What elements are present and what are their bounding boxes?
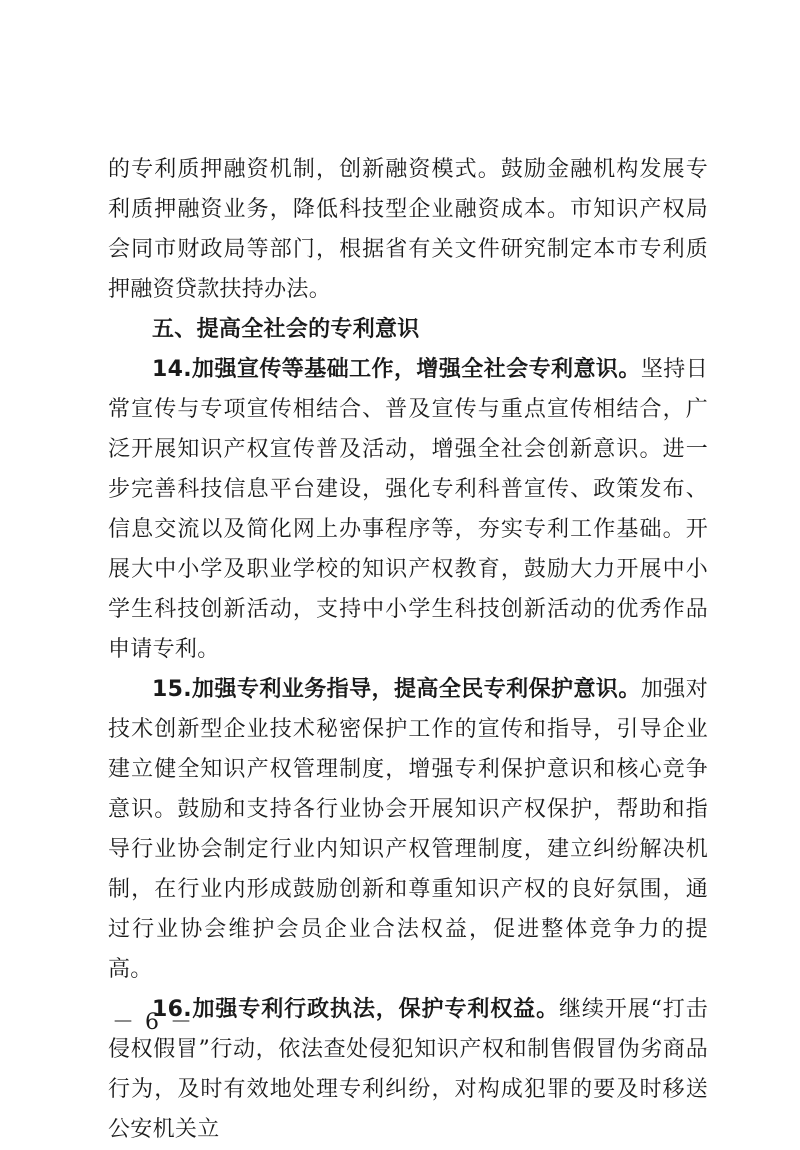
section-heading: 五、提高全社会的专利意识 bbox=[152, 317, 420, 342]
item-14-lead: 14.加强宣传等基础工作，增强全社会专利意识。 bbox=[152, 357, 641, 382]
item-16-lead: 16.加强专利行政执法，保护专利权益。 bbox=[152, 997, 559, 1022]
intro-paragraph: 的专利质押融资机制，创新融资模式。鼓励金融机构发展专利质押融资业务，降低科技型企业融资成本。市知识产权局会同市财政局等部门，根据省有关文件研究制定本市专利质押融资贷款扶持办法。 bbox=[108, 157, 708, 302]
item-15-body: 加强对技术创新型企业技术秘密保护工作的宣传和指导，引导企业建立健全知识产权管理制度，增强专利保护意识和核心竞争意识。鼓励和支持各行业协会开展知识产权保护，帮助和指导行业协会制定行业内知识产权管理制度，建立纠纷解决机制，在行业内形成鼓励创新和尊重知识产权的良好氛围，通过行业协会维护会员企业合法权益，促进整体竞争力的提高。 bbox=[108, 677, 709, 982]
paragraph-item-14 bbox=[108, 350, 708, 670]
item-15-lead: 15.加强专利业务指导，提高全民专利保护意识。 bbox=[152, 677, 641, 702]
paragraph-item-15 bbox=[108, 670, 708, 990]
paragraph-item-16 bbox=[108, 990, 708, 1150]
document-body bbox=[108, 150, 708, 1150]
item-14-body: 坚持日常宣传与专项宣传相结合、普及宣传与重点宣传相结合，广泛开展知识产权宣传普及活动，增强全社会创新意识。进一步完善科技信息平台建设，强化专利科普宣传、政策发布、信息交流以及简化网上办事程序等，夯实专利工作基础。开展大中小学及职业学校的知识产权教育，鼓励大力开展中小学生科技创新活动，支持中小学生科技创新活动的优秀作品申请专利。 bbox=[108, 357, 709, 662]
page-number: － 6 － bbox=[112, 1010, 194, 1035]
item-16-body: 继续开展“打击侵权假冒”行动，依法查处侵犯知识产权和制售假冒伪劣商品行为，及时有效地处理专利纠纷，对构成犯罪的要及时移送公安机关立 bbox=[108, 997, 708, 1142]
